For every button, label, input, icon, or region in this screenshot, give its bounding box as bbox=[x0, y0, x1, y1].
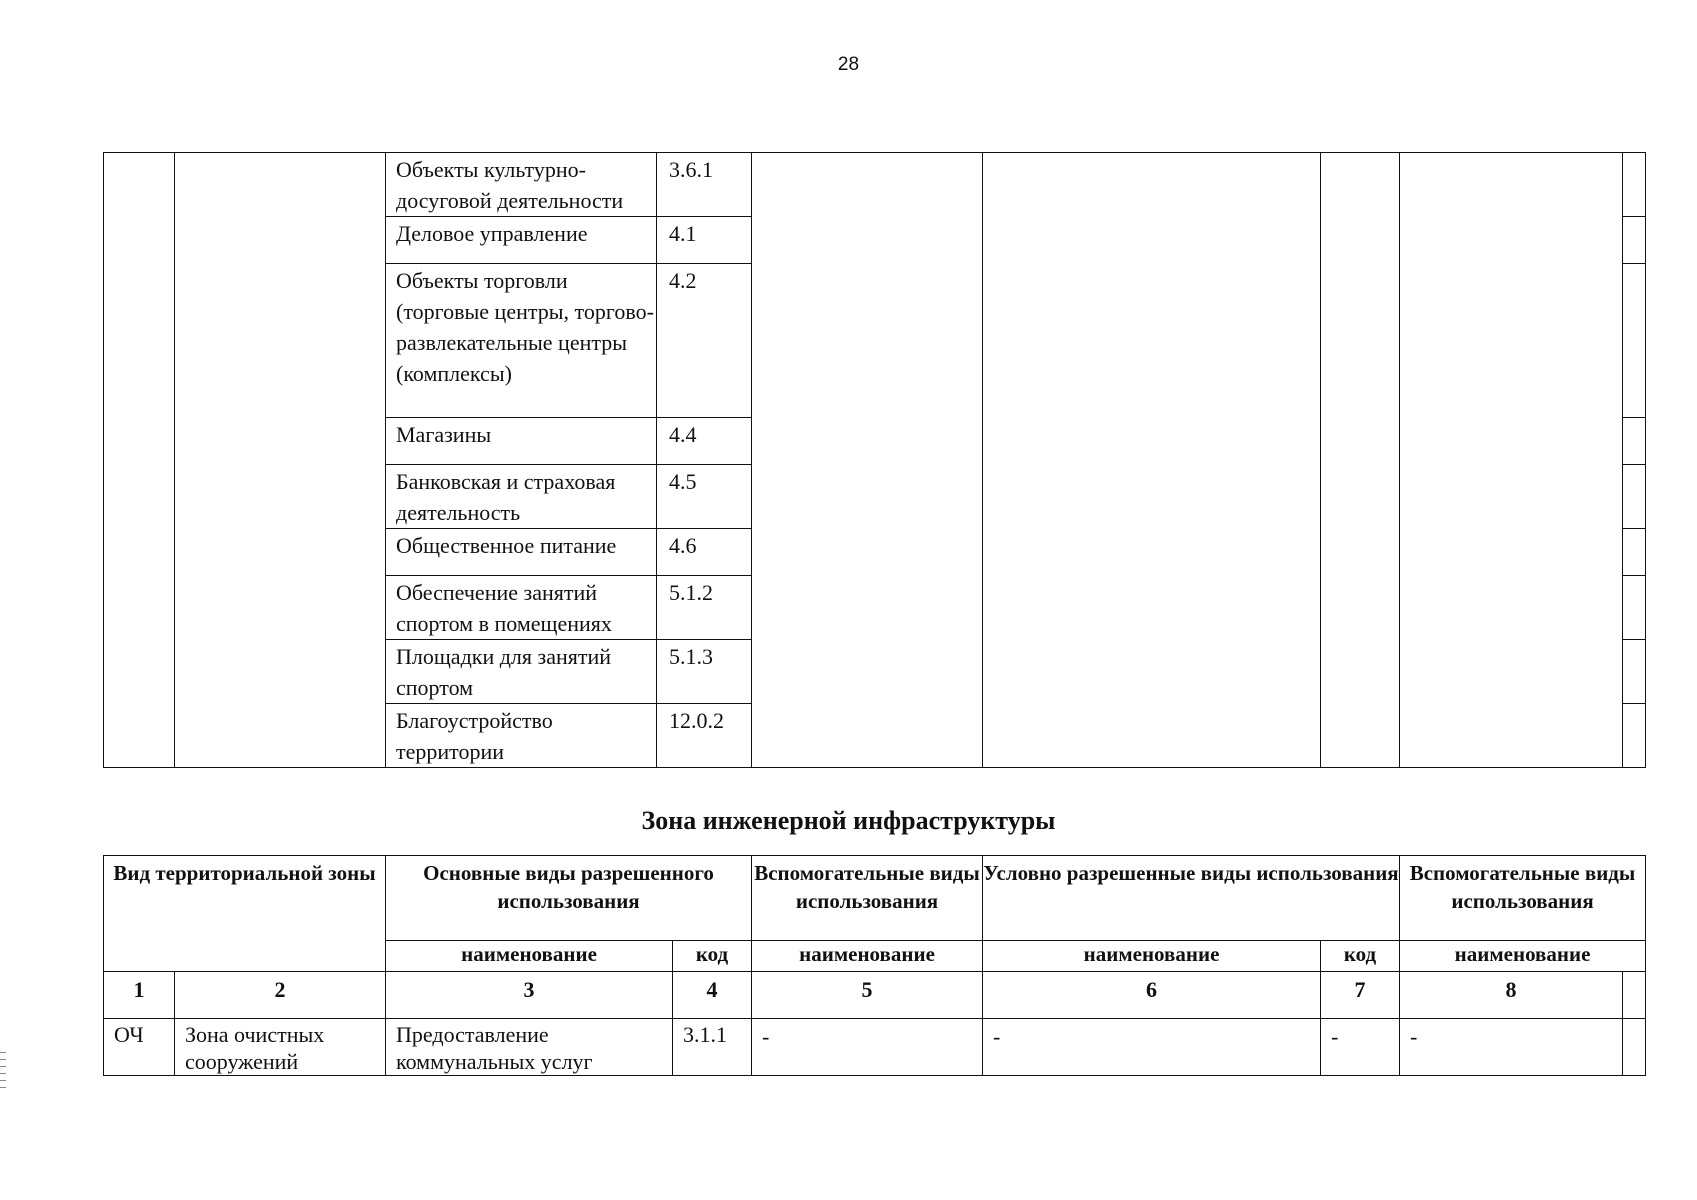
zone-table bbox=[103, 855, 1646, 1076]
header-row bbox=[104, 856, 1646, 941]
column-number: 2 bbox=[175, 972, 386, 1019]
use-name-cell: Объекты культурно-досуговой деятельности bbox=[386, 153, 657, 217]
zone-name-cell bbox=[175, 153, 386, 768]
subheader-code: код bbox=[673, 941, 752, 972]
column-number: 3 bbox=[386, 972, 673, 1019]
header-aux-uses: Вспомогательные виды использования bbox=[752, 856, 983, 941]
conditional-code-cell: - bbox=[1321, 1019, 1400, 1076]
aux-use-cell bbox=[752, 153, 983, 768]
use-name-cell: Общественное питание bbox=[386, 529, 657, 576]
use-code-cell: 4.6 bbox=[657, 529, 752, 576]
zone-name-cell: Зона очистных сооружений bbox=[175, 1019, 386, 1076]
edge-cell bbox=[1623, 640, 1646, 704]
main-use-code-cell: 3.1.1 bbox=[673, 1019, 752, 1076]
column-number: 5 bbox=[752, 972, 983, 1019]
use-code-cell: 5.1.3 bbox=[657, 640, 752, 704]
zone-code-cell: ОЧ bbox=[104, 1019, 175, 1076]
main-use-name-cell: Предоставление коммунальных услуг bbox=[386, 1019, 673, 1076]
column-number-row bbox=[104, 972, 1646, 1019]
subheader-name: наименование bbox=[752, 941, 983, 972]
conditional-code-cell bbox=[1321, 153, 1400, 768]
use-name-cell: Площадки для занятий спортом bbox=[386, 640, 657, 704]
edge-cell bbox=[1623, 1019, 1646, 1076]
continuation-table bbox=[103, 152, 1646, 768]
header-aux-uses-2: Вспомогательные виды использования bbox=[1400, 856, 1646, 941]
edge-cell bbox=[1623, 418, 1646, 465]
header-main-uses: Основные виды разрешенного использования bbox=[386, 856, 752, 941]
conditional-use-cell bbox=[983, 153, 1321, 768]
column-number: 6 bbox=[983, 972, 1321, 1019]
edge-cell bbox=[1623, 972, 1646, 1019]
conditional-use-cell: - bbox=[983, 1019, 1321, 1076]
use-name-cell: Обеспечение занятий спортом в помещениях bbox=[386, 576, 657, 640]
edge-cell bbox=[1623, 217, 1646, 264]
edge-cell bbox=[1623, 704, 1646, 768]
zone-title: Зона инженерной инфраструктуры bbox=[641, 806, 1056, 835]
subheader-name: наименование bbox=[386, 941, 673, 972]
aux-use-cell: - bbox=[752, 1019, 983, 1076]
edge-cell bbox=[1623, 264, 1646, 418]
subheader-code: код bbox=[1321, 941, 1400, 972]
column-number: 4 bbox=[673, 972, 752, 1019]
use-code-cell: 3.6.1 bbox=[657, 153, 752, 217]
use-name-cell: Магазины bbox=[386, 418, 657, 465]
use-code-cell: 12.0.2 bbox=[657, 704, 752, 768]
use-code-cell: 4.4 bbox=[657, 418, 752, 465]
use-name-cell: Объекты торговли (торговые центры, торгово-развлекательные центры (комплексы) bbox=[386, 264, 657, 418]
column-number: 7 bbox=[1321, 972, 1400, 1019]
edge-cell bbox=[1623, 153, 1646, 217]
header-zone-type: Вид территориальной зоны bbox=[104, 856, 386, 972]
use-code-cell: 5.1.2 bbox=[657, 576, 752, 640]
use-name-cell: Деловое управление bbox=[386, 217, 657, 264]
page-number: 28 bbox=[837, 54, 860, 75]
use-name-cell: Банковская и страховая деятельность bbox=[386, 465, 657, 529]
use-name-cell: Благоустройство территории bbox=[386, 704, 657, 768]
edge-cell bbox=[1623, 529, 1646, 576]
zone-code-cell bbox=[104, 153, 175, 768]
header-conditional-uses: Условно разрешенные виды использования bbox=[983, 856, 1400, 941]
edge-cell bbox=[1623, 465, 1646, 529]
use-code-cell: 4.2 bbox=[657, 264, 752, 418]
column-number: 8 bbox=[1400, 972, 1623, 1019]
column-number: 1 bbox=[104, 972, 175, 1019]
table-row bbox=[104, 1019, 1646, 1076]
use-code-cell: 4.5 bbox=[657, 465, 752, 529]
edge-cell bbox=[1623, 576, 1646, 640]
subheader-name: наименование bbox=[1400, 941, 1646, 972]
aux-use-2-cell: - bbox=[1400, 1019, 1623, 1076]
aux-use-2-cell bbox=[1400, 153, 1623, 768]
use-code-cell: 4.1 bbox=[657, 217, 752, 264]
subheader-name: наименование bbox=[983, 941, 1321, 972]
scan-margin-marks bbox=[0, 1052, 6, 1092]
table-row bbox=[104, 153, 1646, 217]
